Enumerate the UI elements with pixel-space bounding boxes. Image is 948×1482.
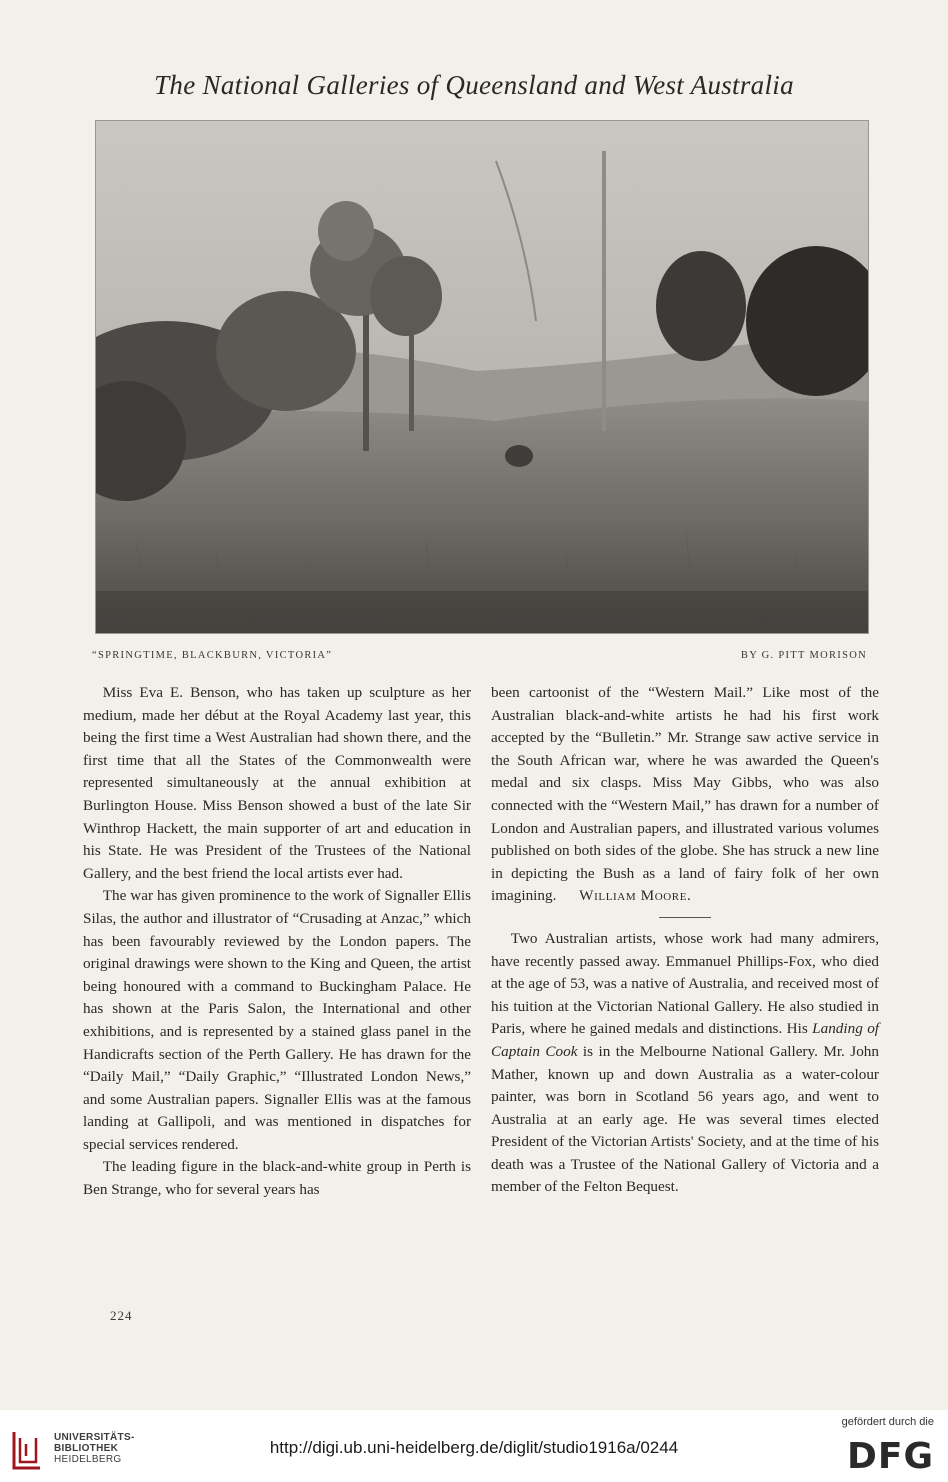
plate-caption-title: “SPRINGTIME, BLACKBURN, VICTORIA” — [92, 650, 333, 661]
paragraph — [491, 928, 879, 1199]
page-number: 224 — [110, 1308, 133, 1323]
paragraph-text: been cartoonist of the “Western Mail.” Like most of the Australian black-and-white artists he had his first work accepted by the “Bulletin.” Mr. Strange saw active service in the South African war, where he was awarded the Queen's medal and six clasps. Miss May Gibbs, who was also connected with the “Western Mail,” has drawn for a number of London and Australian papers, and illustrated various volumes published on both sides of the globe. She has struck a new line in depicting the Bush as a land of fairy folk of her own imagining. — [491, 684, 879, 905]
right-column — [491, 682, 879, 1199]
page-title: The National Galleries of Queensland and West Australia — [154, 70, 794, 100]
painting-plate — [95, 120, 869, 634]
funding-note: gefördert durch die — [841, 1416, 934, 1428]
paragraph: The leading figure in the black-and-white group in Perth is Ben Strange, who for several years has — [83, 1158, 471, 1199]
paragraph-text: Two Australian artists, whose work had many admirers, have recently passed away. Emmanuel Phillips-Fox, who died at the age of 53, was a native of Australia, and received most of his tuition at the Victorian National Gallery. He also studied in Paris, where he gained medals and distinctions. His — [491, 929, 879, 1038]
paragraph-continuation — [491, 682, 879, 908]
section-divider — [659, 917, 711, 918]
dfg-logo: DFG — [846, 1436, 934, 1477]
left-column — [83, 682, 471, 1202]
paragraph-text: is in the Melbourne National Gallery. Mr. John Mather, known up and down Australia as a water-colour painter, was born in Scotland 56 years ago, and went to Australia at an early age. He was several times elected President of the Victorian Artists' Society, and at the time of his death was a Trustee of the National Gallery of Victoria and a member of the Felton Bequest. — [491, 1042, 879, 1196]
painting-title: Landing of Captain Cook — [491, 1020, 880, 1060]
plate-caption-artist: BY G. PITT MORISON — [740, 650, 867, 661]
library-name: UNIVERSITÄTS- BIBLIOTHEK HEIDELBERG — [54, 1432, 135, 1465]
footer-bar — [0, 1410, 948, 1482]
paragraph: The war has given prominence to the work of Signaller Ellis Silas, the author and illustrator of “Crusading at Anzac,” which has been favourably reviewed by the London papers. The original drawings were shown to the King and Queen, the artist being honoured with a command to Buckingham Palace. He has shown at the Paris Salon, the International and other exhibitions, and is represented by a stained glass panel in the Handicrafts section of the Perth Gallery. He has drawn for the “Daily Mail,” “Daily Graphic,” “Illustrated London News,” and some Australian papers. Signaller Ellis was at the famous landing at Gallipoli, and was mentioned in dispatches for special services rendered. — [83, 887, 471, 1153]
paragraph: Miss Eva E. Benson, who has taken up sculpture as her medium, made her début at the Royal Academy last year, this being the first time a West Australian had shown there, and the first time that all the States of the Commonwealth were represented simultaneously at the annual exhibition at Burlington House. Miss Benson showed a bust of the late Sir Winthrop Hackett, the main supporter of art and education in his State. He was President of the Trustees of the National Gallery, and the best friend the local artists ever had. — [83, 684, 471, 882]
author-signature: William Moore. — [579, 887, 692, 905]
source-url-link[interactable]: http://digi.ub.uni-heidelberg.de/diglit/studio1916a/0244 — [269, 1438, 679, 1457]
landscape-painting-image — [96, 121, 868, 633]
